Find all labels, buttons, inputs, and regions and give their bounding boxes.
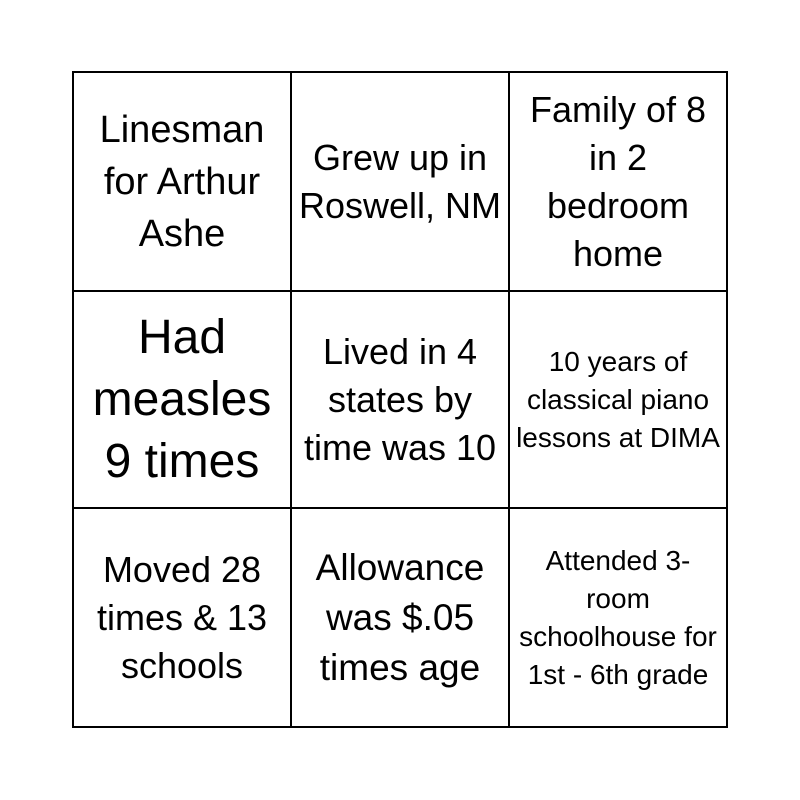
square-text: Allowance was $.05 times age (315, 546, 485, 688)
bingo-square-5[interactable] (292, 292, 510, 509)
bingo-square-4[interactable] (74, 292, 292, 509)
bingo-square-3[interactable] (510, 73, 726, 292)
bingo-square-9[interactable] (510, 509, 726, 726)
square-text: 10 years of classical piano lessons at DIMA (516, 345, 720, 453)
bingo-square-6[interactable] (510, 292, 726, 509)
bingo-square-7[interactable] (74, 509, 292, 726)
bingo-square-1[interactable] (74, 73, 292, 292)
square-text: Grew up in Roswell, NM (298, 136, 502, 226)
square-text: Linesman for Arthur Ashe (99, 108, 265, 255)
bingo-square-8[interactable] (292, 509, 510, 726)
square-text: Family of 8 in 2 bedroom home (529, 88, 707, 274)
square-text: Attended 3-room schoolhouse for 1st - 6th grade (519, 544, 717, 690)
square-text: Moved 28 times & 13 schools (96, 548, 268, 686)
square-text: Lived in 4 states by time was 10 (303, 330, 497, 468)
bingo-board (72, 71, 728, 728)
square-text: Had measles 9 times (92, 310, 272, 488)
bingo-square-2[interactable] (292, 73, 510, 292)
